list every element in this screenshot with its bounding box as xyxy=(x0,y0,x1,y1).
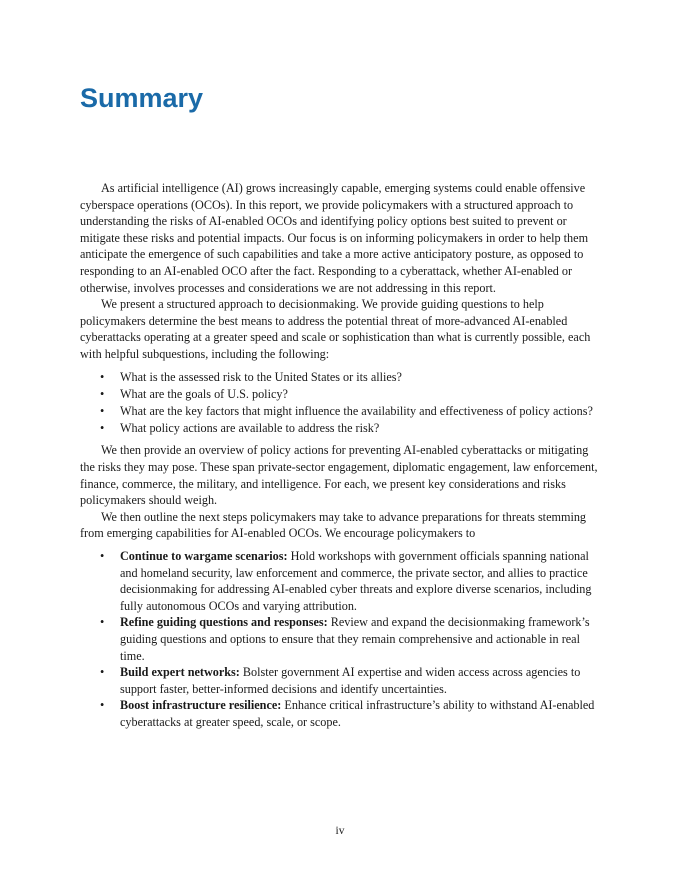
step-label: Boost infrastructure resilience: xyxy=(120,698,282,713)
list-item xyxy=(80,614,604,664)
guiding-questions-list xyxy=(80,369,604,437)
step-label: Refine guiding questions and responses: xyxy=(120,615,328,630)
step-label: Build expert networks: xyxy=(120,665,240,680)
paragraph-policy-actions: We then provide an overview of policy actions for preventing AI-enabled cyberattacks or mitigating the risks they may pose. These span private-sector engagement, diplomatic engagement, law enforcement, finance, commerce, the military, and intelligence. For each, we present key considerations and risks policymakers should weigh. xyxy=(80,443,598,508)
bullet-icon: • xyxy=(100,615,105,630)
list-item xyxy=(80,386,604,403)
bullet-icon: • xyxy=(100,369,105,384)
list-item xyxy=(80,548,604,614)
step-text: Hold workshops with government officials spanning national and homeland security, law enforcement and commerce, the private sector, and allies to practice decisionmaking for addressing AI-enabled cyber threats and explore diverse scenarios, including fully autonomous OCOs and varying attribution. xyxy=(120,548,592,613)
list-item xyxy=(80,420,604,437)
bullet-icon: • xyxy=(100,420,105,435)
question-text: What policy actions are available to address the risk? xyxy=(120,420,380,435)
list-item xyxy=(80,369,604,386)
bullet-icon: • xyxy=(100,386,105,401)
question-text: What is the assessed risk to the United States or its allies? xyxy=(120,369,402,384)
question-text: What are the key factors that might influence the availability and effectiveness of policy actions? xyxy=(120,403,593,418)
list-item xyxy=(80,664,604,697)
step-label: Continue to wargame scenarios: xyxy=(120,548,288,563)
page-number: iv xyxy=(335,825,345,837)
summary-body xyxy=(80,180,604,731)
list-item xyxy=(80,697,604,730)
paragraph-approach: We present a structured approach to decisionmaking. We provide guiding questions to help policymakers determine the best means to address the potential threat of more-advanced AI-enabled cyberattacks operating at a greater speed and scale or sophistication than what is currently possible, each with helpful subquestions, including the following: xyxy=(80,297,591,361)
next-steps-list xyxy=(80,548,604,731)
step-text: Bolster government AI expertise and widen access across agencies to support faster, better-informed decisions and identify uncertainties. xyxy=(120,665,581,696)
bullet-icon: • xyxy=(100,665,105,680)
step-text: Review and expand the decisionmaking framework’s guiding questions and options to ensure that they remain comprehensive and actionable in real time. xyxy=(120,615,590,663)
bullet-icon: • xyxy=(100,548,105,563)
page-title: Summary xyxy=(80,83,204,113)
bullet-icon: • xyxy=(100,698,105,713)
question-text: What are the goals of U.S. policy? xyxy=(120,386,288,401)
bullet-icon: • xyxy=(100,403,105,418)
paragraph-intro: As artificial intelligence (AI) grows increasingly capable, emerging systems could enable offensive cyberspace operations (OCOs). In this report, we provide policymakers with a structured approach to understanding the risks of AI-enabled OCOs and identifying policy options best suited to prevent or mitigate these risks and potential impacts. Our focus is on informing policymakers in order to help them anticipate the emergence of such capabilities and take a more active anticipatory posture, as opposed to responding to an AI-enabled OCO after the fact. Responding to a cyberattack, whether AI-enabled or otherwise, involves processes and considerations we are not addressing in this report. xyxy=(80,181,589,295)
step-text: Enhance critical infrastructure’s ability to withstand AI-enabled cyberattacks at greater speed, scale, or scope. xyxy=(120,698,595,729)
list-item xyxy=(80,403,604,420)
paragraph-next-steps: We then outline the next steps policymakers may take to advance preparations for threats stemming from emerging capabilities for AI-enabled OCOs. We encourage policymakers to xyxy=(80,509,587,541)
